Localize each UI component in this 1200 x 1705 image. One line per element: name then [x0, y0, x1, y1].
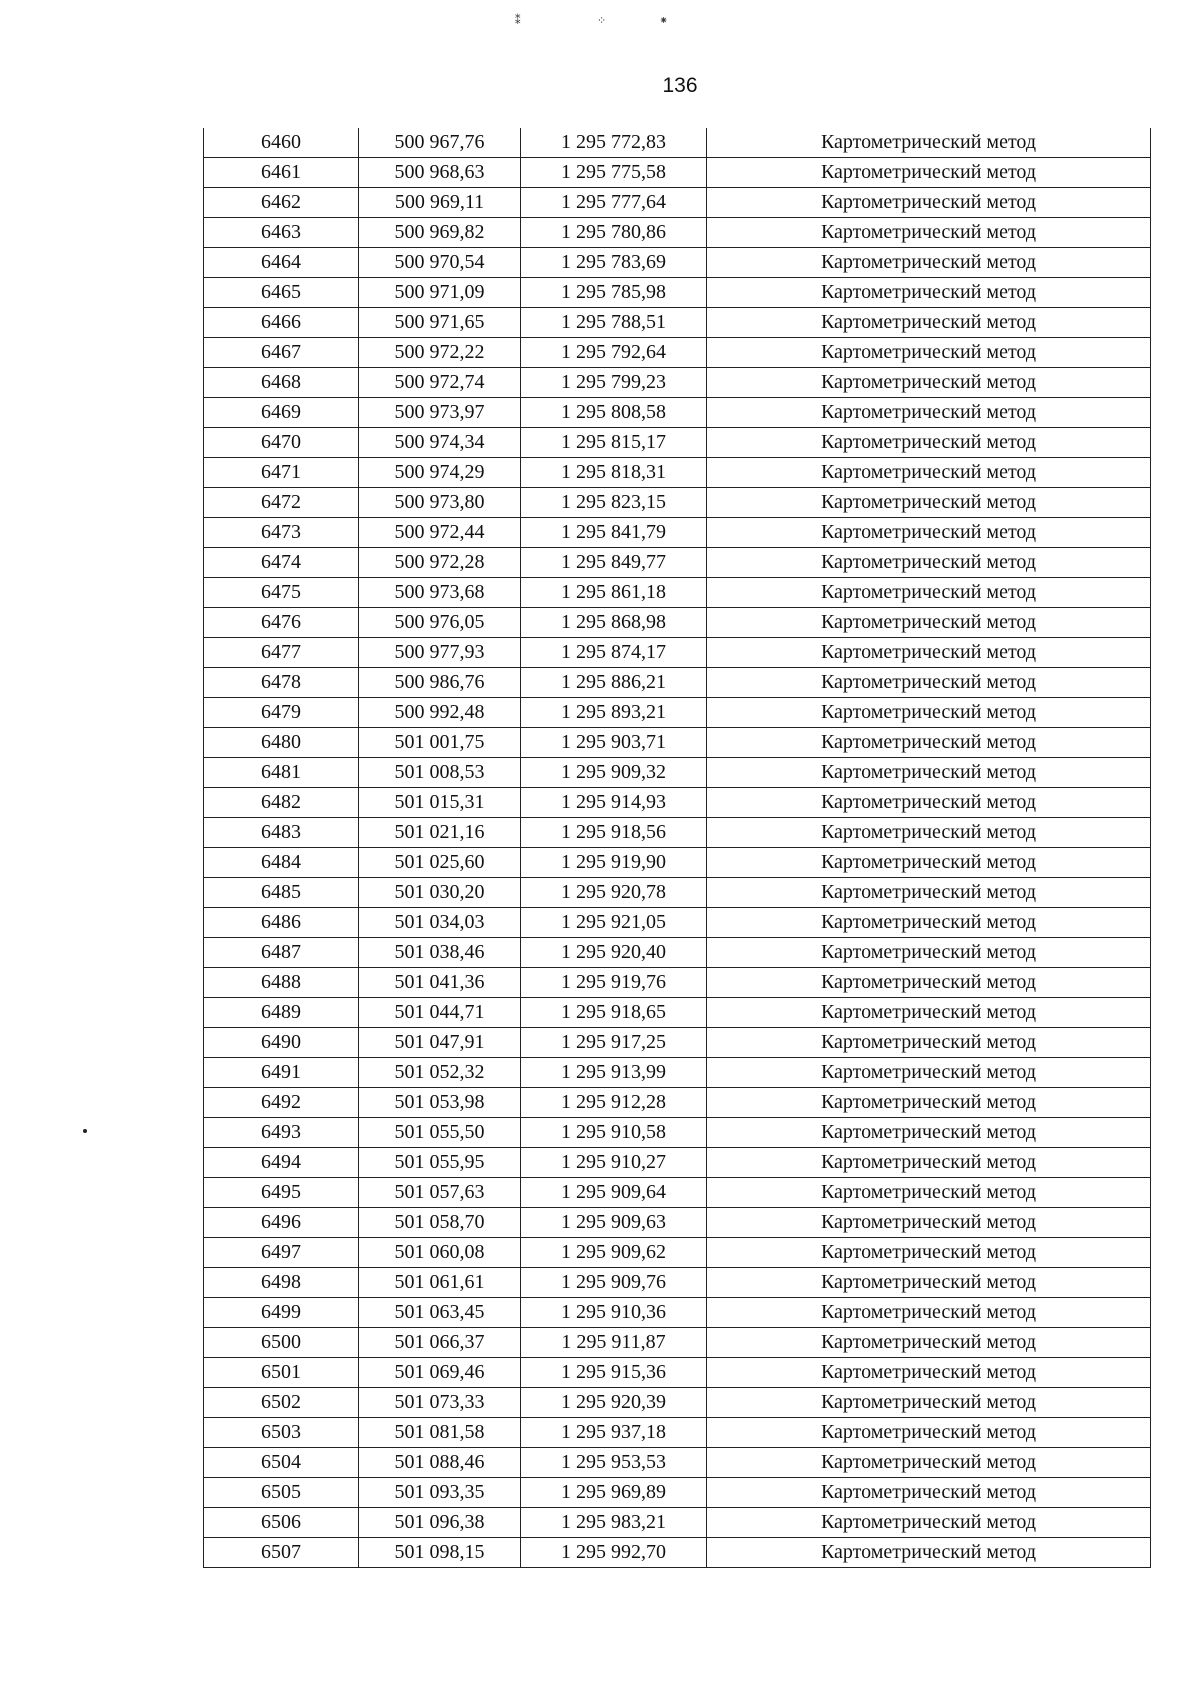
y-coordinate-cell: 1 295 874,17	[521, 638, 707, 668]
table-row	[204, 1238, 1151, 1268]
point-number-cell: 6494	[204, 1148, 359, 1178]
method-cell: Картометрический метод	[707, 518, 1151, 548]
scan-speck-mark: ⁑	[515, 15, 521, 27]
x-coordinate-cell: 500 973,68	[359, 578, 521, 608]
point-number-cell: 6493	[204, 1118, 359, 1148]
x-coordinate-cell: 501 038,46	[359, 938, 521, 968]
method-cell: Картометрический метод	[707, 1238, 1151, 1268]
point-number-cell: 6461	[204, 158, 359, 188]
point-number-cell: 6486	[204, 908, 359, 938]
y-coordinate-cell: 1 295 918,56	[521, 818, 707, 848]
y-coordinate-cell: 1 295 815,17	[521, 428, 707, 458]
method-cell: Картометрический метод	[707, 548, 1151, 578]
x-coordinate-cell: 501 025,60	[359, 848, 521, 878]
method-cell: Картометрический метод	[707, 1388, 1151, 1418]
y-coordinate-cell: 1 295 953,53	[521, 1448, 707, 1478]
table-row	[204, 938, 1151, 968]
x-coordinate-cell: 501 093,35	[359, 1478, 521, 1508]
page-number: 136	[662, 74, 698, 97]
table-row	[204, 668, 1151, 698]
point-number-cell: 6485	[204, 878, 359, 908]
point-number-cell: 6469	[204, 398, 359, 428]
x-coordinate-cell: 500 968,63	[359, 158, 521, 188]
x-coordinate-cell: 501 052,32	[359, 1058, 521, 1088]
method-cell: Картометрический метод	[707, 1448, 1151, 1478]
x-coordinate-cell: 501 081,58	[359, 1418, 521, 1448]
table-row	[204, 428, 1151, 458]
y-coordinate-cell: 1 295 910,27	[521, 1148, 707, 1178]
table-row	[204, 218, 1151, 248]
scan-speck-mark: ⁘	[597, 15, 607, 27]
method-cell: Картометрический метод	[707, 248, 1151, 278]
table-row	[204, 338, 1151, 368]
point-number-cell: 6466	[204, 308, 359, 338]
y-coordinate-cell: 1 295 909,32	[521, 758, 707, 788]
method-cell: Картометрический метод	[707, 1478, 1151, 1508]
table-row	[204, 878, 1151, 908]
point-number-cell: 6489	[204, 998, 359, 1028]
x-coordinate-cell: 500 972,74	[359, 368, 521, 398]
y-coordinate-cell: 1 295 969,89	[521, 1478, 707, 1508]
y-coordinate-cell: 1 295 920,78	[521, 878, 707, 908]
y-coordinate-cell: 1 295 783,69	[521, 248, 707, 278]
point-number-cell: 6484	[204, 848, 359, 878]
x-coordinate-cell: 501 055,95	[359, 1148, 521, 1178]
point-number-cell: 6478	[204, 668, 359, 698]
table-row	[204, 818, 1151, 848]
point-number-cell: 6470	[204, 428, 359, 458]
method-cell: Картометрический метод	[707, 1508, 1151, 1538]
table-row	[204, 488, 1151, 518]
point-number-cell: 6475	[204, 578, 359, 608]
table-row	[204, 1028, 1151, 1058]
table-row	[204, 578, 1151, 608]
point-number-cell: 6472	[204, 488, 359, 518]
point-number-cell: 6487	[204, 938, 359, 968]
method-cell: Картометрический метод	[707, 878, 1151, 908]
method-cell: Картометрический метод	[707, 158, 1151, 188]
x-coordinate-cell: 501 073,33	[359, 1388, 521, 1418]
method-cell: Картометрический метод	[707, 1178, 1151, 1208]
table-row	[204, 1118, 1151, 1148]
x-coordinate-cell: 500 972,44	[359, 518, 521, 548]
point-number-cell: 6495	[204, 1178, 359, 1208]
point-number-cell: 6467	[204, 338, 359, 368]
x-coordinate-cell: 501 015,31	[359, 788, 521, 818]
y-coordinate-cell: 1 295 777,64	[521, 188, 707, 218]
table-row	[204, 158, 1151, 188]
y-coordinate-cell: 1 295 910,36	[521, 1298, 707, 1328]
method-cell: Картометрический метод	[707, 1358, 1151, 1388]
x-coordinate-cell: 501 069,46	[359, 1358, 521, 1388]
y-coordinate-cell: 1 295 775,58	[521, 158, 707, 188]
x-coordinate-cell: 500 976,05	[359, 608, 521, 638]
table-row	[204, 188, 1151, 218]
x-coordinate-cell: 501 096,38	[359, 1508, 521, 1538]
y-coordinate-cell: 1 295 913,99	[521, 1058, 707, 1088]
table-row	[204, 1478, 1151, 1508]
method-cell: Картометрический метод	[707, 1118, 1151, 1148]
x-coordinate-cell: 500 971,09	[359, 278, 521, 308]
x-coordinate-cell: 501 066,37	[359, 1328, 521, 1358]
point-number-cell: 6503	[204, 1418, 359, 1448]
table-row	[204, 398, 1151, 428]
x-coordinate-cell: 500 972,22	[359, 338, 521, 368]
point-number-cell: 6497	[204, 1238, 359, 1268]
point-number-cell: 6507	[204, 1538, 359, 1568]
method-cell: Картометрический метод	[707, 938, 1151, 968]
method-cell: Картометрический метод	[707, 578, 1151, 608]
method-cell: Картометрический метод	[707, 818, 1151, 848]
y-coordinate-cell: 1 295 921,05	[521, 908, 707, 938]
y-coordinate-cell: 1 295 937,18	[521, 1418, 707, 1448]
table-row	[204, 1538, 1151, 1568]
x-coordinate-cell: 501 060,08	[359, 1238, 521, 1268]
x-coordinate-cell: 501 030,20	[359, 878, 521, 908]
method-cell: Картометрический метод	[707, 308, 1151, 338]
point-number-cell: 6473	[204, 518, 359, 548]
point-number-cell: 6479	[204, 698, 359, 728]
y-coordinate-cell: 1 295 886,21	[521, 668, 707, 698]
point-number-cell: 6460	[204, 128, 359, 158]
method-cell: Картометрический метод	[707, 458, 1151, 488]
point-number-cell: 6490	[204, 1028, 359, 1058]
coordinates-table	[203, 128, 1151, 1568]
point-number-cell: 6502	[204, 1388, 359, 1418]
y-coordinate-cell: 1 295 893,21	[521, 698, 707, 728]
table-row	[204, 1448, 1151, 1478]
table-row	[204, 1268, 1151, 1298]
x-coordinate-cell: 500 969,11	[359, 188, 521, 218]
table-row	[204, 1328, 1151, 1358]
point-number-cell: 6504	[204, 1448, 359, 1478]
x-coordinate-cell: 501 063,45	[359, 1298, 521, 1328]
method-cell: Картометрический метод	[707, 1538, 1151, 1568]
method-cell: Картометрический метод	[707, 668, 1151, 698]
x-coordinate-cell: 501 057,63	[359, 1178, 521, 1208]
scan-stray-dot	[83, 1129, 87, 1133]
method-cell: Картометрический метод	[707, 758, 1151, 788]
y-coordinate-cell: 1 295 914,93	[521, 788, 707, 818]
y-coordinate-cell: 1 295 785,98	[521, 278, 707, 308]
method-cell: Картометрический метод	[707, 1208, 1151, 1238]
point-number-cell: 6462	[204, 188, 359, 218]
x-coordinate-cell: 500 970,54	[359, 248, 521, 278]
method-cell: Картометрический метод	[707, 488, 1151, 518]
method-cell: Картометрический метод	[707, 728, 1151, 758]
table-row	[204, 1178, 1151, 1208]
x-coordinate-cell: 501 041,36	[359, 968, 521, 998]
point-number-cell: 6505	[204, 1478, 359, 1508]
method-cell: Картометрический метод	[707, 1058, 1151, 1088]
x-coordinate-cell: 501 034,03	[359, 908, 521, 938]
y-coordinate-cell: 1 295 909,64	[521, 1178, 707, 1208]
method-cell: Картометрический метод	[707, 188, 1151, 218]
y-coordinate-cell: 1 295 808,58	[521, 398, 707, 428]
point-number-cell: 6498	[204, 1268, 359, 1298]
method-cell: Картометрический метод	[707, 848, 1151, 878]
point-number-cell: 6496	[204, 1208, 359, 1238]
point-number-cell: 6465	[204, 278, 359, 308]
table-row	[204, 1148, 1151, 1178]
x-coordinate-cell: 500 971,65	[359, 308, 521, 338]
y-coordinate-cell: 1 295 920,39	[521, 1388, 707, 1418]
x-coordinate-cell: 501 008,53	[359, 758, 521, 788]
y-coordinate-cell: 1 295 992,70	[521, 1538, 707, 1568]
y-coordinate-cell: 1 295 799,23	[521, 368, 707, 398]
method-cell: Картометрический метод	[707, 608, 1151, 638]
point-number-cell: 6492	[204, 1088, 359, 1118]
x-coordinate-cell: 500 973,97	[359, 398, 521, 428]
method-cell: Картометрический метод	[707, 638, 1151, 668]
x-coordinate-cell: 501 047,91	[359, 1028, 521, 1058]
y-coordinate-cell: 1 295 919,90	[521, 848, 707, 878]
y-coordinate-cell: 1 295 792,64	[521, 338, 707, 368]
method-cell: Картометрический метод	[707, 218, 1151, 248]
table-row	[204, 1508, 1151, 1538]
y-coordinate-cell: 1 295 983,21	[521, 1508, 707, 1538]
scan-speck-mark: ⁕	[659, 15, 669, 27]
y-coordinate-cell: 1 295 915,36	[521, 1358, 707, 1388]
point-number-cell: 6506	[204, 1508, 359, 1538]
x-coordinate-cell: 501 044,71	[359, 998, 521, 1028]
y-coordinate-cell: 1 295 911,87	[521, 1328, 707, 1358]
y-coordinate-cell: 1 295 917,25	[521, 1028, 707, 1058]
y-coordinate-cell: 1 295 918,65	[521, 998, 707, 1028]
x-coordinate-cell: 501 001,75	[359, 728, 521, 758]
table-row	[204, 1088, 1151, 1118]
x-coordinate-cell: 500 967,76	[359, 128, 521, 158]
y-coordinate-cell: 1 295 868,98	[521, 608, 707, 638]
x-coordinate-cell: 501 058,70	[359, 1208, 521, 1238]
x-coordinate-cell: 501 055,50	[359, 1118, 521, 1148]
table-row	[204, 788, 1151, 818]
y-coordinate-cell: 1 295 909,76	[521, 1268, 707, 1298]
method-cell: Картометрический метод	[707, 368, 1151, 398]
table-row	[204, 128, 1151, 158]
method-cell: Картометрический метод	[707, 1028, 1151, 1058]
table-row	[204, 608, 1151, 638]
table-row	[204, 728, 1151, 758]
point-number-cell: 6501	[204, 1358, 359, 1388]
point-number-cell: 6480	[204, 728, 359, 758]
method-cell: Картометрический метод	[707, 1418, 1151, 1448]
table-row	[204, 1208, 1151, 1238]
method-cell: Картометрический метод	[707, 1148, 1151, 1178]
y-coordinate-cell: 1 295 823,15	[521, 488, 707, 518]
x-coordinate-cell: 501 061,61	[359, 1268, 521, 1298]
x-coordinate-cell: 500 992,48	[359, 698, 521, 728]
x-coordinate-cell: 501 088,46	[359, 1448, 521, 1478]
table-row	[204, 308, 1151, 338]
x-coordinate-cell: 500 973,80	[359, 488, 521, 518]
point-number-cell: 6488	[204, 968, 359, 998]
method-cell: Картометрический метод	[707, 428, 1151, 458]
y-coordinate-cell: 1 295 903,71	[521, 728, 707, 758]
table-row	[204, 698, 1151, 728]
y-coordinate-cell: 1 295 780,86	[521, 218, 707, 248]
table-row	[204, 248, 1151, 278]
table-row	[204, 638, 1151, 668]
table-row	[204, 1358, 1151, 1388]
method-cell: Картометрический метод	[707, 968, 1151, 998]
point-number-cell: 6464	[204, 248, 359, 278]
y-coordinate-cell: 1 295 788,51	[521, 308, 707, 338]
y-coordinate-cell: 1 295 910,58	[521, 1118, 707, 1148]
y-coordinate-cell: 1 295 861,18	[521, 578, 707, 608]
y-coordinate-cell: 1 295 772,83	[521, 128, 707, 158]
table-row	[204, 848, 1151, 878]
method-cell: Картометрический метод	[707, 128, 1151, 158]
x-coordinate-cell: 500 977,93	[359, 638, 521, 668]
method-cell: Картометрический метод	[707, 788, 1151, 818]
x-coordinate-cell: 501 098,15	[359, 1538, 521, 1568]
method-cell: Картометрический метод	[707, 698, 1151, 728]
y-coordinate-cell: 1 295 919,76	[521, 968, 707, 998]
point-number-cell: 6499	[204, 1298, 359, 1328]
x-coordinate-cell: 500 986,76	[359, 668, 521, 698]
point-number-cell: 6483	[204, 818, 359, 848]
point-number-cell: 6471	[204, 458, 359, 488]
table-row	[204, 968, 1151, 998]
x-coordinate-cell: 501 053,98	[359, 1088, 521, 1118]
table-row	[204, 1298, 1151, 1328]
y-coordinate-cell: 1 295 909,62	[521, 1238, 707, 1268]
method-cell: Картометрический метод	[707, 998, 1151, 1028]
method-cell: Картометрический метод	[707, 338, 1151, 368]
y-coordinate-cell: 1 295 841,79	[521, 518, 707, 548]
table-row	[204, 908, 1151, 938]
y-coordinate-cell: 1 295 849,77	[521, 548, 707, 578]
table-row	[204, 278, 1151, 308]
table-row	[204, 1388, 1151, 1418]
point-number-cell: 6481	[204, 758, 359, 788]
method-cell: Картометрический метод	[707, 908, 1151, 938]
method-cell: Картометрический метод	[707, 398, 1151, 428]
method-cell: Картометрический метод	[707, 278, 1151, 308]
x-coordinate-cell: 500 972,28	[359, 548, 521, 578]
x-coordinate-cell: 500 974,34	[359, 428, 521, 458]
point-number-cell: 6482	[204, 788, 359, 818]
method-cell: Картометрический метод	[707, 1298, 1151, 1328]
table-row	[204, 758, 1151, 788]
x-coordinate-cell: 500 974,29	[359, 458, 521, 488]
point-number-cell: 6463	[204, 218, 359, 248]
table-row	[204, 518, 1151, 548]
table-row	[204, 998, 1151, 1028]
table-row	[204, 368, 1151, 398]
point-number-cell: 6468	[204, 368, 359, 398]
y-coordinate-cell: 1 295 920,40	[521, 938, 707, 968]
point-number-cell: 6500	[204, 1328, 359, 1358]
table-row	[204, 458, 1151, 488]
x-coordinate-cell: 500 969,82	[359, 218, 521, 248]
x-coordinate-cell: 501 021,16	[359, 818, 521, 848]
y-coordinate-cell: 1 295 912,28	[521, 1088, 707, 1118]
method-cell: Картометрический метод	[707, 1268, 1151, 1298]
point-number-cell: 6491	[204, 1058, 359, 1088]
method-cell: Картометрический метод	[707, 1328, 1151, 1358]
point-number-cell: 6477	[204, 638, 359, 668]
table-row	[204, 548, 1151, 578]
y-coordinate-cell: 1 295 818,31	[521, 458, 707, 488]
point-number-cell: 6474	[204, 548, 359, 578]
table-row	[204, 1418, 1151, 1448]
method-cell: Картометрический метод	[707, 1088, 1151, 1118]
y-coordinate-cell: 1 295 909,63	[521, 1208, 707, 1238]
point-number-cell: 6476	[204, 608, 359, 638]
table-row	[204, 1058, 1151, 1088]
